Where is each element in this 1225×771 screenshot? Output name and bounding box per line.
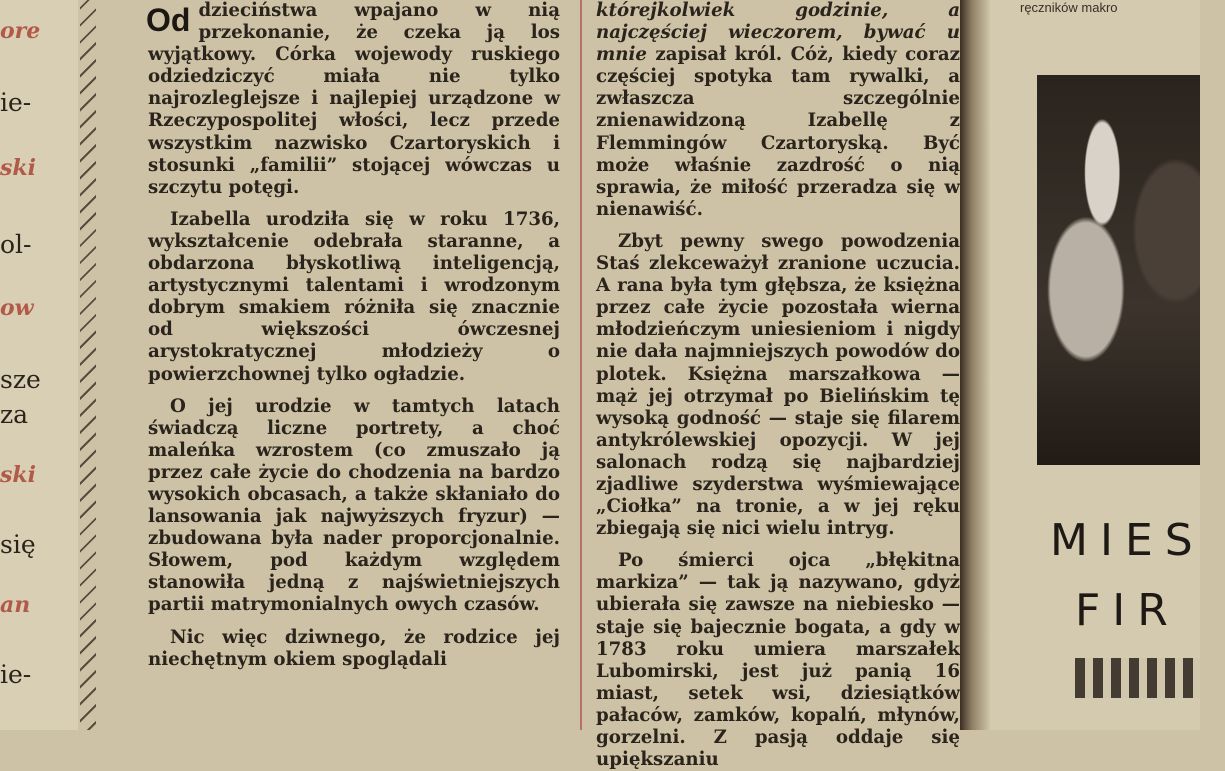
edge-text-fragment: sze [0,365,41,394]
portrait-photo [1037,75,1200,465]
edge-text-fragment: ski [0,462,36,488]
decorative-ornament [1075,658,1200,698]
edge-text-fragment: ie- [0,88,32,117]
page-fold [960,0,990,730]
edge-text-fragment: ol- [0,230,32,259]
decorative-border [80,0,96,730]
article-paragraph: Po śmierci ojca „błękitna markiza” — tak ją nazywano, gdyż ubierała się zawsze na niebiesko — staje się bajecznie bogata, a gdy w 1783 roku umiera marszałek Lubomirski, jest już panią 16 miast, setek wsi, dziesiątków pałaców, zamków, kopalń, młynów, gorzelni. Z pasją oddaje się upiększaniu [596,550,960,771]
column-rule [580,0,582,730]
previous-page-edge [0,0,78,730]
article-paragraph: Nic więc dziwnego, że rodzice jej niechętnym okiem spoglądali [148,626,560,670]
edge-text-fragment: za [0,400,29,429]
edge-text-fragment: an [0,592,31,618]
headline-line-2: FIR [1075,585,1180,636]
article-paragraph [596,0,960,221]
article-paragraph [148,0,560,199]
edge-text-fragment: ski [0,155,36,181]
article-column-1 [148,0,560,681]
article-paragraph: O jej urodzie w tamtych latach świadczą liczne portrety, a choć maleńka wzrostem (co zmuszało ją przez całe życie do chodzenia na bardzo wysokich obcasach, a także skłaniało do lansowania jak najwyższych fryzur) — zbudowana była nader proporcjonalnie. Słowem, pod każdym względem stanowiła jedną z najświetniejszych partii matrymonialnych owych czasów. [148,395,560,616]
drop-cap: Od [146,2,191,38]
headline-line-1: MIES [1050,515,1205,566]
edge-text-fragment: się [0,530,36,559]
paragraph-text: dzieciństwa wpajano w nią przekonanie, że czeka ją los wyjątkowy. Córka wojewody ruskiego odziedziczyć miała nie tylko najrozleglejsze i najlepiej urządzone w Rzeczypospolitej włości, lecz przede wszystkim nazwisko Czartoryskich i stosunki „familii” stojącej wówczas u szczytu potęgi. [148,0,560,198]
edge-text-fragment: ie- [0,660,32,689]
edge-text-fragment: ore [0,18,41,44]
next-page-top-text: ręczników makro [1020,0,1118,15]
article-paragraph: Izabella urodziła się w roku 1736, wykształcenie odebrała staranne, a obdarzona błyskotliwą inteligencją, artystycznymi talentami i wrodzonym dobrym smakiem różniła się znacznie od większości ówczesnej arystokratycznej młodzieży o powierzchownej tylko ogładzie. [148,208,560,385]
next-page [990,0,1205,730]
edge-text-fragment: ow [0,295,34,321]
article-paragraph: Zbyt pewny swego powodzenia Staś zlekceważył zranione uczucia. A rana była tym głębsza, że księżna przez całe życie pozostała wierna młodzieńczym uniesieniom i nigdy nie dała najmniejszych powodów do plotek. Księżna marszałkowa — mąż jej otrzymał po Bielińskim tę wysoką godność — staje się filarem antykrólewskiej opozycji. W jej salonach rodzą się najbardziej zjadliwe szyderstwa wyśmiewające „Ciołka” na tronie, a w jej ręku zbiegają się nici wielu intryg. [596,230,960,540]
paragraph-text: zapisał król. Cóż, kiedy coraz częściej spotyka tam rywalki, a zwłaszcza szczególnie znienawidzoną Izabellę z Flemmingów Czartoryską. Być może właśnie zazdrość o nią sprawia, że miłość przeradza się w nienawiść. [596,44,960,220]
quote-text: którejkolwiek godzinie, a najczęściej wieczorem, bywać u mnie [596,0,960,66]
article-column-2 [596,0,960,771]
